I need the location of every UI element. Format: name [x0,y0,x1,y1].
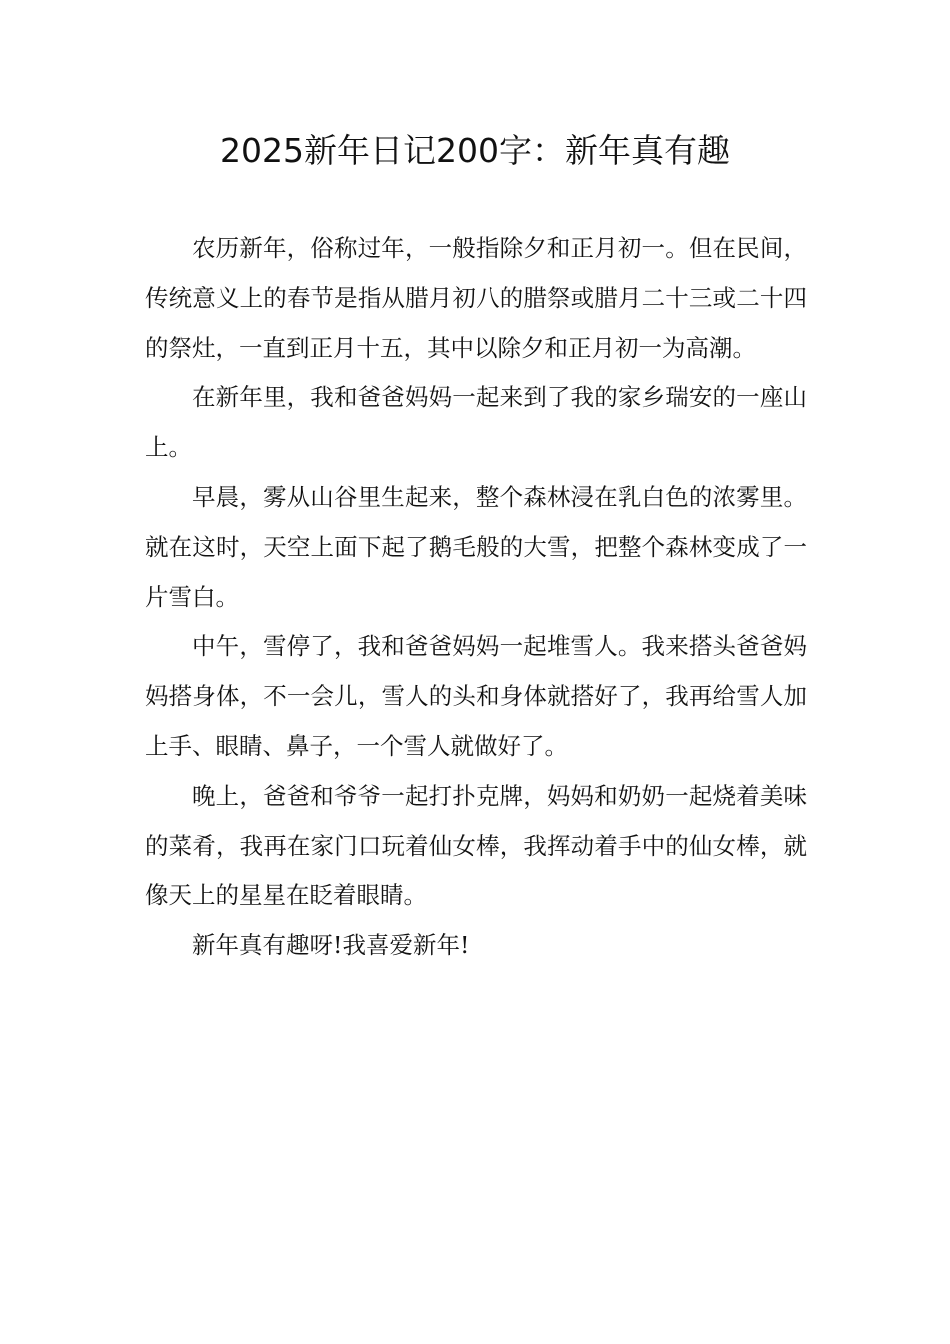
paragraph-intro: 农历新年，俗称过年，一般指除夕和正月初一。但在民间，传统意义上的春节是指从腊月初八的腊祭或腊月二十三或二十四的祭灶，一直到正月十五，其中以除夕和正月初一为高潮。 [145,234,807,362]
paragraph-closing: 新年真有趣呀!我喜爱新年! [192,931,470,960]
document-title: 2025新年日记200字：新年真有趣 [220,131,730,170]
paragraph-noon: 中午，雪停了，我和爸爸妈妈一起堆雪人。我来搭头爸爸妈妈搭身体，不一会儿，雪人的头和身体就搭好了，我再给雪人加上手、眼睛、鼻子，一个雪人就做好了。 [145,632,807,760]
paragraph-evening: 晚上，爸爸和爷爷一起打扑克牌，妈妈和奶奶一起烧着美味的菜肴，我再在家门口玩着仙女棒，我挥动着手中的仙女棒，就像天上的星星在眨着眼睛。 [145,781,807,910]
document-body [145,224,807,971]
paragraph-mountain: 在新年里，我和爸爸妈妈一起来到了我的家乡瑞安的一座山上。 [145,383,807,462]
paragraph-morning: 早晨，雾从山谷里生起来，整个森林浸在乳白色的浓雾里。就在这时，天空上面下起了鹅毛般的大雪，把整个森林变成了一片雪白。 [145,482,807,611]
